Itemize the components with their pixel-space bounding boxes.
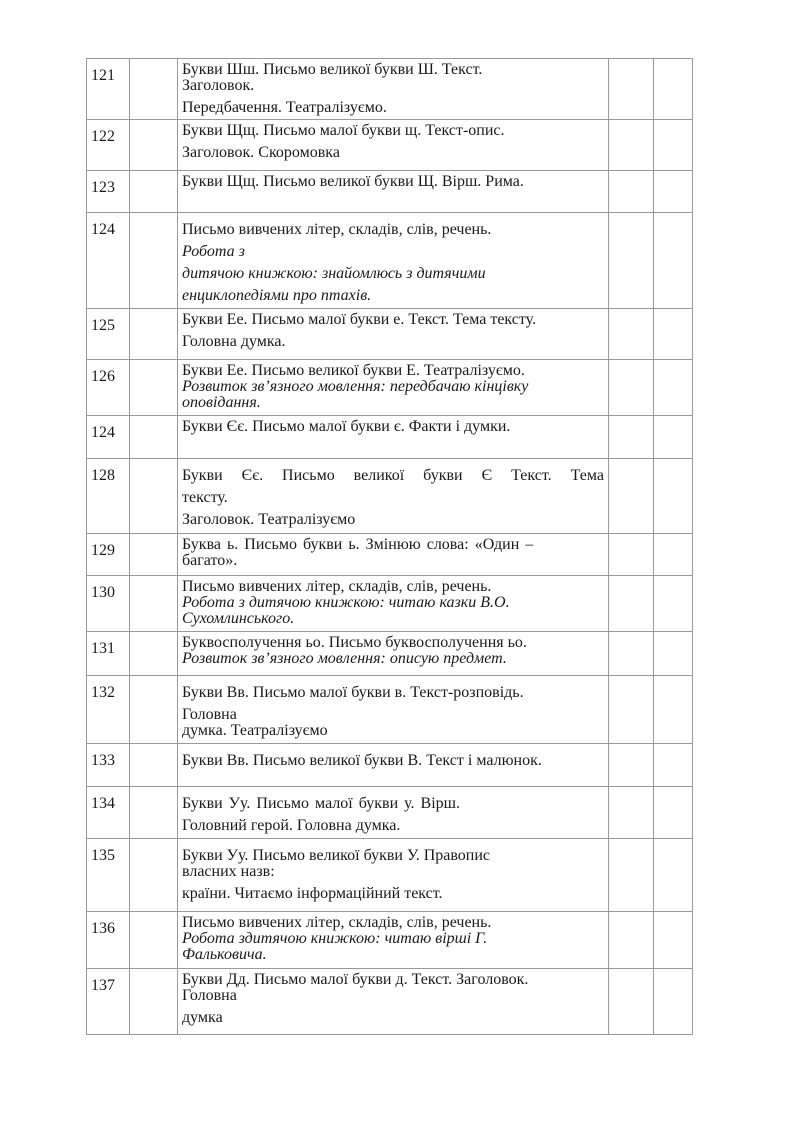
lesson-topic (178, 416, 609, 459)
date-cell (130, 787, 178, 839)
topic-line: Письмо вивчених літер, складів, слів, речень. (182, 221, 492, 238)
empty-cell (654, 213, 693, 309)
empty-cell (609, 839, 654, 912)
lesson-number: 126 (87, 360, 130, 416)
topic-line: Розвиток зв’язного мовлення: описую предмет. (182, 650, 507, 667)
date-cell (130, 912, 178, 969)
empty-cell (654, 416, 693, 459)
topic-line: Букви Вв. Письмо великої букви В. Текст і малюнок. (182, 752, 542, 769)
empty-cell (654, 309, 693, 360)
topic-line: Передбачення. Театралізуємо. (182, 99, 387, 116)
table-row (87, 459, 693, 534)
date-cell (130, 632, 178, 676)
date-cell (130, 171, 178, 213)
lesson-topic (178, 632, 609, 676)
topic-line: Букви Вв. Письмо малої букви в. Текст-розповідь. (182, 684, 524, 701)
table-row (87, 171, 693, 213)
empty-cell (654, 839, 693, 912)
date-cell (130, 534, 178, 576)
topic-line: Головна думка. (182, 333, 286, 350)
topic-line: Головний герой. Головна думка. (182, 817, 401, 834)
topic-line: Заголовок. (182, 77, 255, 94)
table-row (87, 213, 693, 309)
empty-cell (654, 459, 693, 534)
topic-line: Головна (182, 987, 237, 1004)
topic-line: Букви Дд. Письмо малої букви д. Текст. Заголовок. (182, 971, 529, 988)
lesson-topic (178, 576, 609, 632)
topic-line: дитячою книжкою: знайомлюсь з дитячими (182, 265, 486, 282)
date-cell (130, 744, 178, 787)
table-row (87, 534, 693, 576)
table-row (87, 839, 693, 912)
topic-line: Заголовок. Скоромовка (182, 144, 340, 161)
topic-line: багато». (182, 552, 238, 569)
lesson-number: 131 (87, 632, 130, 676)
empty-cell (609, 309, 654, 360)
table-row (87, 787, 693, 839)
topic-line: Букви Шш. Письмо великої букви Ш. Текст. (182, 61, 483, 78)
topic-line: Букви Уу. Письмо великої букви У. Правопис (182, 847, 491, 864)
table-row (87, 632, 693, 676)
table-row (87, 360, 693, 416)
table-row (87, 676, 693, 744)
empty-cell (654, 120, 693, 171)
topic-line: Буква ь. Письмо букви ь. Змінюю слова: «Один – (182, 536, 534, 553)
lesson-topic (178, 213, 609, 309)
lesson-topic (178, 839, 609, 912)
topic-line: Сухомлинського. (182, 610, 295, 627)
date-cell (130, 839, 178, 912)
topic-line: Букви Ее. Письмо великої букви Е. Театралізуємо. (182, 362, 525, 379)
topic-line: Головна (182, 706, 237, 723)
empty-cell (609, 59, 654, 120)
lesson-number: 124 (87, 213, 130, 309)
date-cell (130, 459, 178, 534)
table-row (87, 59, 693, 120)
topic-line: Робота з дитячою книжкою: читаю казки В.О. (182, 594, 510, 611)
lesson-topic (178, 744, 609, 787)
lesson-topic (178, 969, 609, 1035)
topic-line: Фальковича. (182, 946, 267, 963)
empty-cell (609, 213, 654, 309)
empty-cell (654, 676, 693, 744)
empty-cell (654, 632, 693, 676)
topic-line: думка (182, 1009, 223, 1026)
table-row (87, 120, 693, 171)
topic-line: Розвиток зв’язного мовлення: передбачаю кінцівку (182, 378, 529, 395)
lesson-topic (178, 171, 609, 213)
lesson-topic (178, 309, 609, 360)
empty-cell (654, 59, 693, 120)
lesson-topic (178, 534, 609, 576)
empty-cell (609, 676, 654, 744)
topic-line: Заголовок. Театралізуємо (182, 511, 356, 528)
table-row (87, 969, 693, 1035)
empty-cell (654, 787, 693, 839)
topic-line: власних назв: (182, 863, 275, 880)
empty-cell (654, 744, 693, 787)
empty-cell (609, 360, 654, 416)
lesson-number: 137 (87, 969, 130, 1035)
date-cell (130, 360, 178, 416)
table-row (87, 744, 693, 787)
date-cell (130, 676, 178, 744)
topic-line: Букви Щщ. Письмо великої букви Щ. Вірш. Рима. (182, 173, 524, 190)
date-cell (130, 120, 178, 171)
lesson-number: 129 (87, 534, 130, 576)
table-row (87, 576, 693, 632)
empty-cell (609, 459, 654, 534)
empty-cell (609, 632, 654, 676)
lesson-number: 124 (87, 416, 130, 459)
date-cell (130, 969, 178, 1035)
topic-line: Робота з (182, 243, 245, 260)
empty-cell (609, 120, 654, 171)
date-cell (130, 213, 178, 309)
lesson-number: 128 (87, 459, 130, 534)
lesson-number: 121 (87, 59, 130, 120)
lesson-topic (178, 787, 609, 839)
empty-cell (654, 912, 693, 969)
topic-line: Букви Єє. Письмо малої букви є. Факти і думки. (182, 418, 511, 435)
lesson-number: 134 (87, 787, 130, 839)
topic-line: Букви Ее. Письмо малої букви е. Текст. Тема тексту. (182, 311, 537, 328)
empty-cell (609, 912, 654, 969)
lesson-number: 132 (87, 676, 130, 744)
topic-line: Букви Єє. Письмо великої букви Є Текст. Тема (182, 467, 604, 484)
topic-line: країни. Читаємо інформаційний текст. (182, 885, 443, 902)
table-row (87, 912, 693, 969)
empty-cell (609, 787, 654, 839)
lesson-topic (178, 459, 609, 534)
table-body (87, 59, 693, 1035)
lesson-number: 133 (87, 744, 130, 787)
topic-line: думка. Театралізуємо (182, 722, 328, 739)
topic-line: Письмо вивчених літер, складів, слів, речень. (182, 578, 492, 595)
topic-line: Букви Щщ. Письмо малої букви щ. Текст-опис. (182, 122, 505, 139)
topic-line: Букви Уу. Письмо малої букви у. Вірш. (182, 795, 460, 812)
lesson-plan-table (86, 58, 693, 1035)
empty-cell (654, 171, 693, 213)
topic-line: оповідання. (182, 394, 261, 411)
topic-line: Письмо вивчених літер, складів, слів, речень. (182, 914, 492, 931)
lesson-topic (178, 676, 609, 744)
lesson-number: 136 (87, 912, 130, 969)
empty-cell (609, 171, 654, 213)
lesson-number: 122 (87, 120, 130, 171)
lesson-topic (178, 360, 609, 416)
date-cell (130, 416, 178, 459)
empty-cell (609, 969, 654, 1035)
table-row (87, 416, 693, 459)
table-row (87, 309, 693, 360)
lesson-number: 130 (87, 576, 130, 632)
date-cell (130, 576, 178, 632)
empty-cell (654, 576, 693, 632)
lesson-number: 135 (87, 839, 130, 912)
lesson-number: 123 (87, 171, 130, 213)
empty-cell (609, 416, 654, 459)
topic-line: Буквосполучення ьо. Письмо буквосполучення ьо. (182, 634, 527, 651)
lesson-topic (178, 120, 609, 171)
date-cell (130, 309, 178, 360)
lesson-topic (178, 59, 609, 120)
topic-line: енциклопедіями про птахів. (182, 287, 372, 304)
empty-cell (654, 969, 693, 1035)
empty-cell (609, 534, 654, 576)
empty-cell (609, 744, 654, 787)
topic-line: тексту. (182, 489, 228, 506)
empty-cell (609, 576, 654, 632)
topic-line: Робота здитячою книжкою: читаю вірші Г. (182, 930, 488, 947)
lesson-number: 125 (87, 309, 130, 360)
empty-cell (654, 534, 693, 576)
empty-cell (654, 360, 693, 416)
lesson-topic (178, 912, 609, 969)
date-cell (130, 59, 178, 120)
